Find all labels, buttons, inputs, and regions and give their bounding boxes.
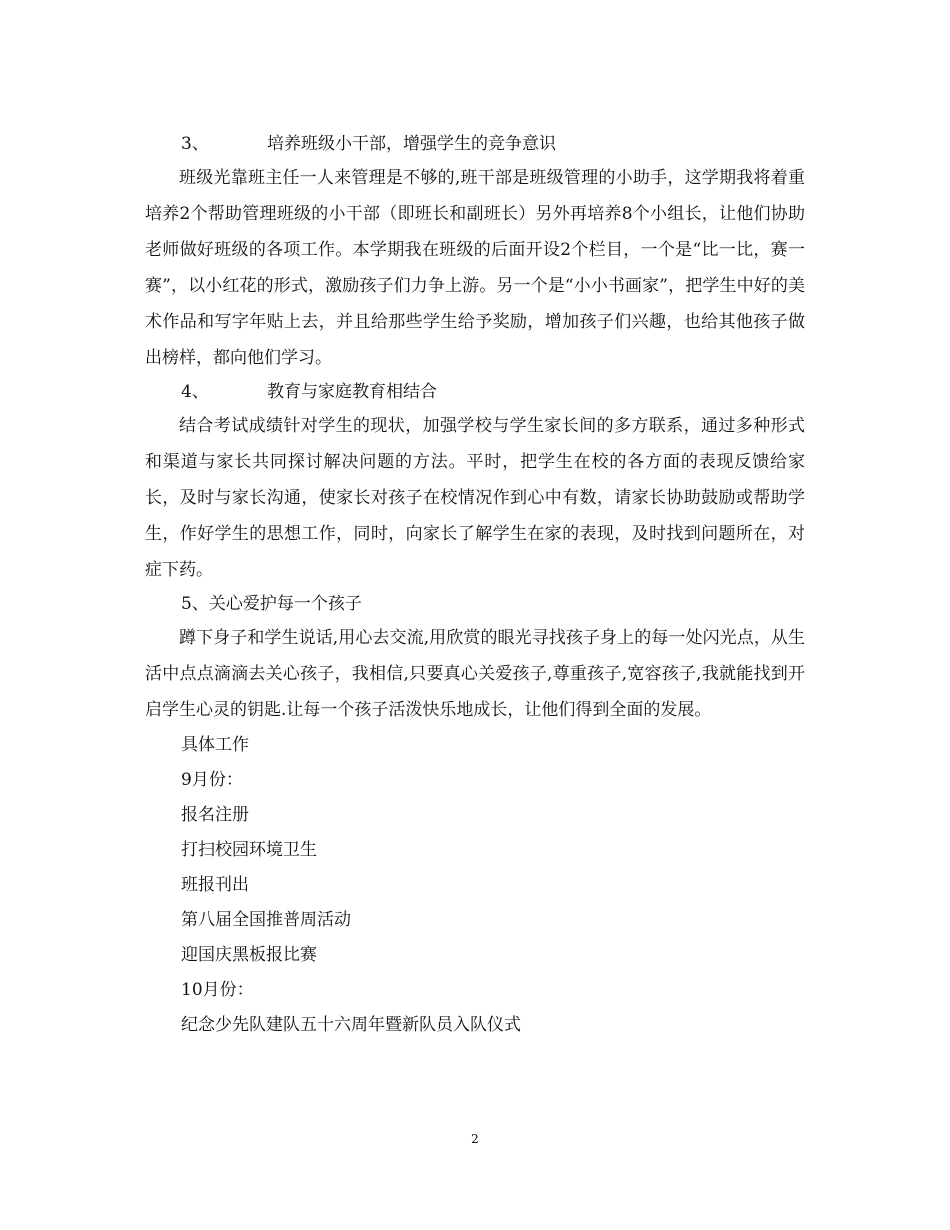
list-item: 迎国庆黑板报比赛	[181, 945, 317, 965]
list-item: 班报刊出	[181, 875, 249, 895]
work-title: 具体工作	[181, 735, 249, 755]
section-4-body: 结合考试成绩针对学生的现状，加强学校与学生家长间的多方联系，通过多种形式和渠道与家长共同探讨解决问题的方法。平时，把学生在校的各方面的表现反馈给家长，及时与家长沟通，使家长对孩子在校情况作到心中有数，请家长协助鼓励或帮助学生，作好学生的思想工作，同时，向家长了解学生在家的表现，及时找到问题所在，对症下药。	[145, 416, 805, 580]
document-content	[145, 128, 805, 1043]
page-number: 2	[471, 1132, 479, 1146]
section-4-heading	[145, 376, 805, 408]
section-3-body: 班级光靠班主任一人来管理是不够的,班干部是班级管理的小助手，这学期我将着重培养2个帮助管理班级的小干部（即班长和副班长）另外再培养8个小组长，让他们协助老师做好班级的各项工作。本学期我在班级的后面开设2个栏目，一个是“比一比，赛一赛”，以小红花的形式，激励孩子们力争上游。另一个是“小小书画家”，把学生中好的美术作品和写字年贴上去，并且给那些学生给予奖励，增加孩子们兴趣，也给其他孩子做出榜样，都向他们学习。	[145, 168, 805, 368]
september-label: 9月份：	[181, 770, 243, 790]
list-item: 纪念少先队建队五十六周年暨新队员入队仪式	[181, 1015, 521, 1035]
section-5-body: 蹲下身子和学生说话,用心去交流,用欣赏的眼光寻找孩子身上的每一处闪光点，从生活中点点滴滴去关心孩子，我相信,只要真心关爱孩子,尊重孩子,宽容孩子,我就能找到开启学生心灵的钥匙.让每一个孩子活泼快乐地成长，让他们得到全面的发展。	[145, 628, 805, 720]
section-4-title: 教育与家庭教育相结合	[267, 382, 437, 402]
list-item: 打扫校园环境卫生	[181, 840, 317, 860]
section-3-heading	[145, 128, 805, 160]
section-5-heading: 5、关心爱护每一个孩子	[181, 594, 362, 614]
list-item: 第八届全国推普周活动	[181, 910, 351, 930]
section-3-number: 3、	[181, 134, 209, 154]
october-label: 10月份：	[181, 980, 254, 1000]
section-3-title: 培养班级小干部，增强学生的竞争意识	[267, 134, 556, 154]
list-item: 报名注册	[181, 805, 249, 825]
section-4-number: 4、	[181, 382, 209, 402]
